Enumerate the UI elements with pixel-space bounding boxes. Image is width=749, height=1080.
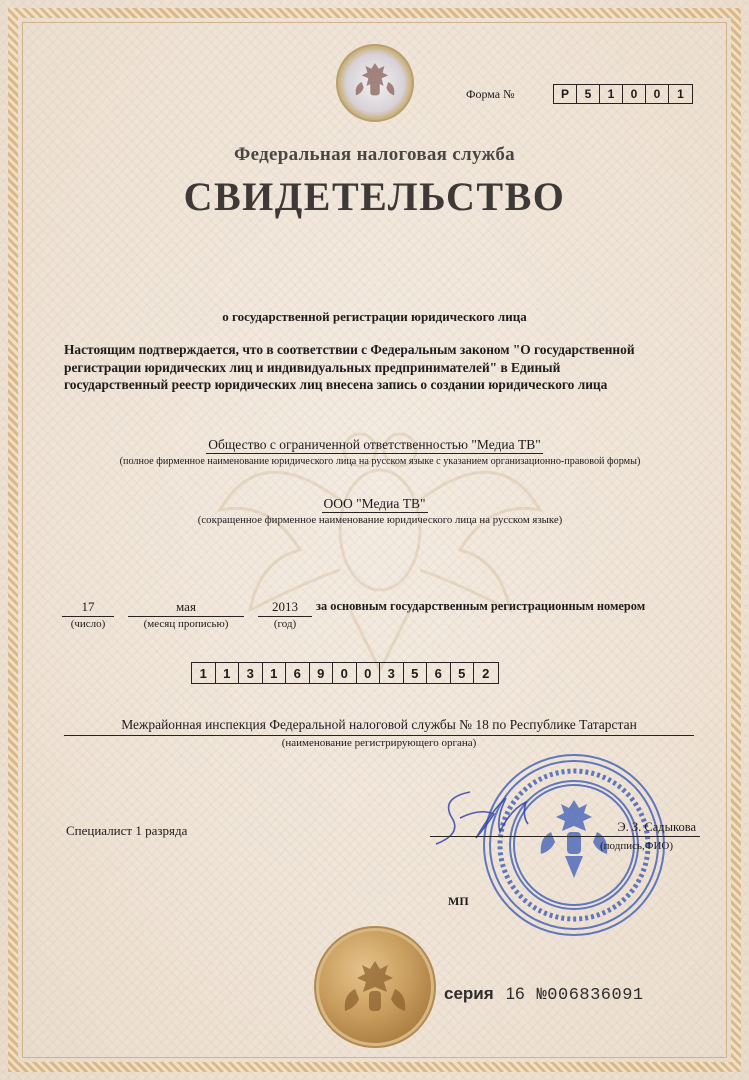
ogrn-digit: 5 [451,663,475,683]
signatory-position: Специалист 1 разряда [66,823,188,838]
ogrn-digit: 2 [482,665,490,681]
gold-seal-icon [319,931,431,1043]
date-year-hint: (год) [273,618,297,630]
ogrn-caption: за основным государственным регистрационным номером [316,599,646,613]
signatory-hint: (подпись,ФИО) [600,840,673,852]
form-number-boxes [553,84,693,104]
eagle-watermark-icon [200,380,560,680]
series-code: 16 [505,984,525,1003]
form-code-digit: 0 [623,85,646,103]
ogrn-digit: 6 [286,663,310,683]
date-day: 17 [62,599,114,617]
seal-place-label: МП [448,894,469,908]
document-title: СВИДЕТЕЛЬСТВО [183,174,566,219]
document-subtitle: о государственной регистрации юридического лица [222,309,527,324]
hologram-emblem-icon [336,44,414,122]
form-code-digit: 0 [646,85,669,103]
ogrn-digit: 5 [404,663,428,683]
ogrn-digit: 0 [333,663,357,683]
ogrn-digit: 1 [216,663,240,683]
signature-icon [430,780,540,850]
company-short-name-hint: (сокращенное фирменное наименование юридического лица на русском языке) [197,514,563,526]
ogrn-digit: 3 [239,663,263,683]
date-year: 2013 [258,599,312,617]
form-code-digit: Р [554,85,577,103]
registration-statement: Настоящим подтверждается, что в соответствии с Федеральным законом "О государственной регистрации юридических лиц и индивидуальных предпринимателей" в Единый государственный реестр юридических лиц внесена запись о создании юридического лица [64,342,635,392]
ogrn-digit: 3 [380,663,404,683]
eagle-emblem-icon [338,46,412,120]
ogrn-digit: 9 [310,663,334,683]
series-label: серия [444,984,494,1003]
company-full-name-hint: (полное фирменное наименование юридического лица на русском языке с указанием организационно-правовой формы) [119,456,641,467]
company-short-name-row [0,496,749,512]
form-code-digit: 5 [577,85,600,103]
series-block [444,984,644,1005]
agency-name: Федеральная налоговая служба [234,144,515,165]
ogrn-digit: 1 [192,663,216,683]
company-short-name: ООО "Медиа ТВ" [323,496,426,511]
registering-authority: Межрайонная инспекция Федеральной налоговой службы № 18 по Республике Татарстан [64,717,694,736]
series-number: №006836091 [536,986,644,1005]
date-month: мая [128,599,244,617]
seal-eagle-icon [319,931,431,1043]
form-code-digit: 1 [600,85,623,103]
registering-authority-hint: (наименование регистрирующего органа) [281,737,477,749]
ogrn-digit: 6 [427,663,451,683]
form-number-label: Форма № [466,87,515,101]
signatory-name: Э. З. Садыкова [430,820,700,837]
company-full-name-row [0,437,749,453]
form-code-digit: 1 [677,87,684,101]
date-day-hint: (число) [70,618,106,630]
ogrn-boxes [191,662,499,684]
company-full-name: Общество с ограниченной ответственностью "Медиа ТВ" [208,437,541,452]
date-month-hint: (месяц прописью) [143,618,229,630]
ogrn-digit: 0 [357,663,381,683]
ogrn-digit: 1 [263,663,287,683]
